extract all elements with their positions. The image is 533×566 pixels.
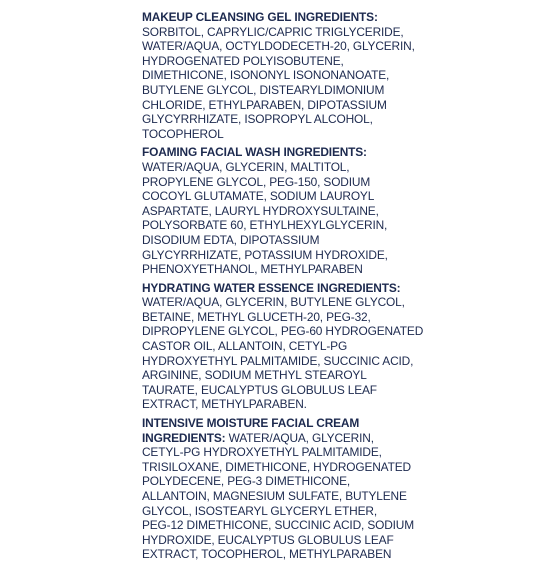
ingredient-line: ALLANTOIN, MAGNESIUM SULFATE, BUTYLENE <box>142 489 407 503</box>
ingredient-line: HYDROXIDE, EUCALYPTUS GLOBULUS LEAF <box>142 532 394 547</box>
ingredient-line: CHLORIDE, ETHYLPARABEN, DIPOTASSIUM <box>142 97 387 112</box>
ingredient-line: HYDROXYETHYL PALMITAMIDE, SUCCINIC ACID, <box>142 353 414 368</box>
ingredient-line: DIPROPYLENE GLYCOL, PEG-60 HYDROGENATED <box>142 324 424 339</box>
ingredient-line: EXTRACT, TOCOPHEROL, METHYLPARABEN <box>142 547 392 562</box>
ingredient-line: WATER/AQUA, OCTYLDODECETH-20, GLYCERIN, <box>142 39 415 54</box>
section-heading: MAKEUP CLEANSING GEL INGREDIENTS: <box>142 10 378 24</box>
inline-heading: INGREDIENTS: <box>142 430 226 445</box>
ingredient-line: WATER/AQUA, GLYCERIN, BUTYLENE GLYCOL, <box>142 295 405 310</box>
ingredient-line: GLYCYRRHIZATE, ISOPROPYL ALCOHOL, <box>142 112 373 127</box>
section-makeup-cleansing-gel <box>142 10 522 141</box>
ingredient-line: CASTOR OIL, ALLANTOIN, CETYL-PG <box>142 339 348 354</box>
ingredient-line: GLYCYRRHIZATE, POTASSIUM HYDROXIDE, <box>142 247 388 262</box>
section-heading: HYDRATING WATER ESSENCE INGREDIENTS: <box>142 280 401 295</box>
ingredient-line: TAURATE, EUCALYPTUS GLOBULUS LEAF <box>142 382 377 397</box>
ingredient-line: PEG-12 DIMETHICONE, SUCCINIC ACID, SODIUM <box>142 518 414 533</box>
section-intensive-moisture-facial-cream <box>142 416 522 562</box>
ingredient-line: CETYL-PG HYDROXYETHYL PALMITAMIDE, <box>142 445 382 460</box>
first-line-rest: WATER/AQUA, GLYCERIN, <box>225 430 374 445</box>
ingredient-line: EXTRACT, METHYLPARABEN. <box>142 397 307 412</box>
section-heading: INTENSIVE MOISTURE FACIAL CREAM <box>142 416 360 431</box>
ingredient-line: PROPYLENE GLYCOL, PEG-150, SODIUM <box>142 174 371 189</box>
ingredient-line: ARGININE, SODIUM METHYL STEAROYL <box>142 368 367 383</box>
section-foaming-facial-wash <box>142 145 522 276</box>
ingredient-line: POLYSORBATE 60, ETHYLHEXYLGLYCERIN, <box>142 218 388 233</box>
ingredient-line: WATER/AQUA, GLYCERIN, MALTITOL, <box>142 159 350 174</box>
section-heading: FOAMING FACIAL WASH INGREDIENTS: <box>142 145 367 160</box>
ingredient-line: GLYCOL, ISOSTEARYL GLYCERYL ETHER, <box>142 503 377 518</box>
ingredient-line: HYDROGENATED POLYISOBUTENE, <box>142 53 344 68</box>
section-hydrating-water-essence <box>142 281 522 412</box>
ingredient-line: BUTYLENE GLYCOL, DISTEARYLDIMONIUM <box>142 82 385 97</box>
ingredient-line: TRISILOXANE, DIMETHICONE, HYDROGENATED <box>142 459 411 474</box>
ingredient-line: ASPARTATE, LAURYL HYDROXYSULTAINE, <box>142 203 379 218</box>
ingredient-line: BETAINE, METHYL GLUCETH-20, PEG-32, <box>142 309 371 324</box>
ingredient-line: DISODIUM EDTA, DIPOTASSIUM <box>142 232 320 247</box>
ingredient-line: TOCOPHEROL <box>142 126 224 141</box>
ingredient-line: PHENOXYETHANOL, METHYLPARABEN <box>142 262 363 277</box>
ingredient-line-first <box>142 431 522 446</box>
ingredients-panel <box>142 10 522 566</box>
ingredient-line: DIMETHICONE, ISONONYL ISONONANOATE, <box>142 68 390 83</box>
ingredient-line: POLYDECENE, PEG-3 DIMETHICONE, <box>142 474 351 489</box>
ingredient-line: SORBITOL, CAPRYLIC/CAPRIC TRIGLYCERIDE, <box>142 24 404 39</box>
ingredient-line: COCOYL GLUTAMATE, SODIUM LAUROYL <box>142 189 375 204</box>
